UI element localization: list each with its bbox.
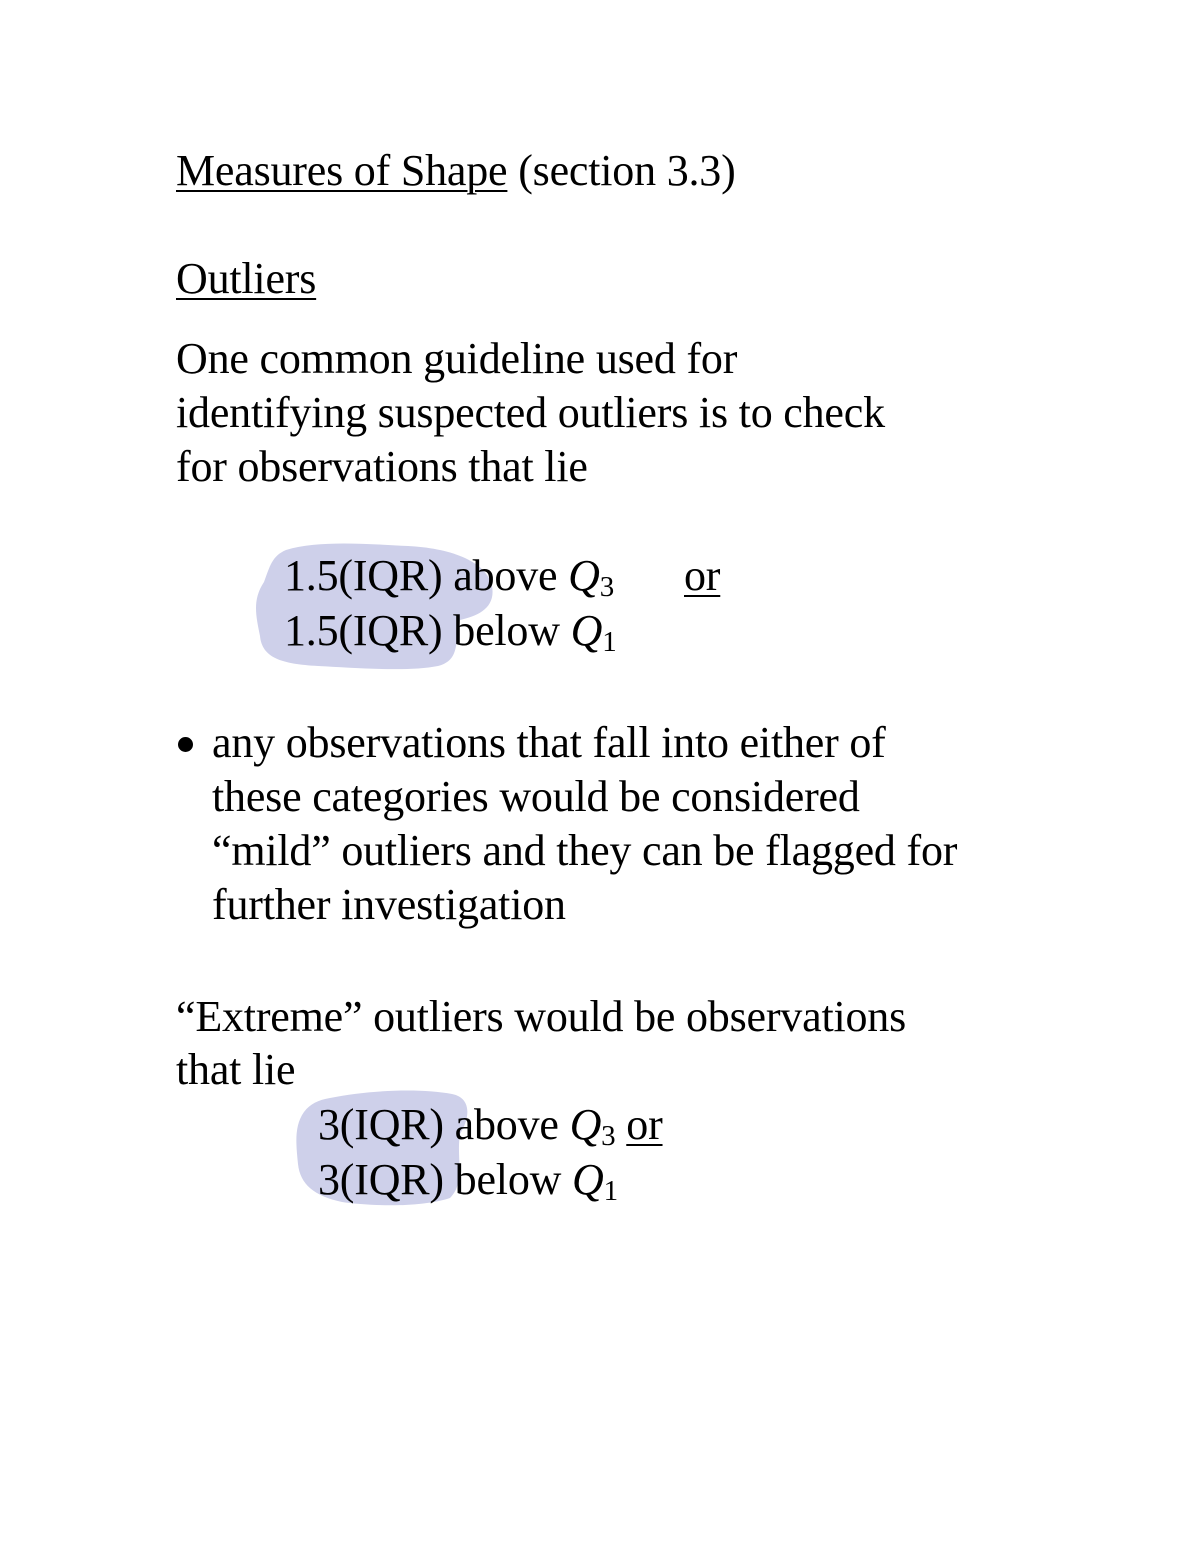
mild-connector-or: or bbox=[684, 551, 721, 600]
mild-upper-q: Q bbox=[568, 551, 600, 600]
mild-rule-lower bbox=[284, 604, 617, 663]
bullet-line-3: “mild” outliers and they can be flagged for bbox=[212, 826, 958, 875]
intro-line-1: One common guideline used for bbox=[176, 334, 738, 383]
subheading-text: Outliers bbox=[176, 254, 317, 303]
extreme-line-1: “Extreme” outliers would be observations bbox=[176, 992, 907, 1041]
extreme-lower-prefix: 3(IQR) below bbox=[318, 1155, 562, 1204]
extreme-line-2: that lie bbox=[176, 1045, 296, 1094]
mild-lower-sub: 1 bbox=[602, 626, 617, 658]
extreme-upper-prefix: 3(IQR) above bbox=[318, 1100, 559, 1149]
mild-rule-connector bbox=[684, 549, 720, 603]
intro-line-2: identifying suspected outliers is to check bbox=[176, 388, 885, 437]
mild-lower-q: Q bbox=[570, 606, 603, 655]
bullet-line-2: these categories would be considered bbox=[212, 772, 860, 821]
extreme-upper-q: Q bbox=[569, 1100, 602, 1149]
extreme-rule-lower bbox=[318, 1153, 618, 1212]
title-text: Measures of Shape bbox=[176, 146, 508, 195]
page-title bbox=[176, 144, 736, 198]
bullet-line-4: further investigation bbox=[212, 880, 566, 929]
section-reference: (section 3.3) bbox=[518, 146, 736, 195]
mild-upper-prefix: 1.5(IQR) above bbox=[284, 551, 558, 600]
subheading-outliers bbox=[176, 252, 316, 306]
extreme-upper-sub: 3 bbox=[601, 1120, 616, 1152]
extreme-rule-upper bbox=[318, 1098, 663, 1157]
bullet-line-1: any observations that fall into either of bbox=[212, 718, 886, 767]
mild-upper-sub: 3 bbox=[599, 571, 615, 603]
extreme-lower-q: Q bbox=[572, 1155, 604, 1204]
mild-lower-prefix: 1.5(IQR) below bbox=[284, 606, 560, 655]
intro-line-3: for observations that lie bbox=[176, 442, 588, 491]
bullet-dot-icon bbox=[178, 737, 193, 752]
extreme-connector-or: or bbox=[626, 1100, 663, 1149]
mild-rule-upper bbox=[284, 549, 614, 608]
extreme-lower-sub: 1 bbox=[603, 1175, 618, 1207]
